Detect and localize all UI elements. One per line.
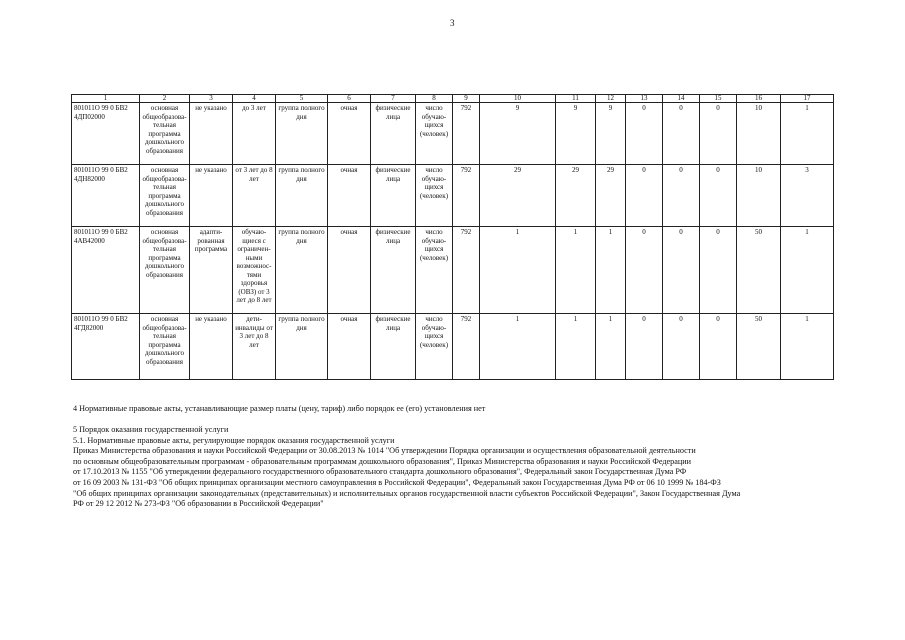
col-number: 9 (453, 95, 480, 103)
table-cell: 9 (596, 103, 626, 165)
table-cell: 1 (781, 227, 834, 314)
table-cell: 10 (737, 103, 781, 165)
col-number: 16 (737, 95, 781, 103)
table-cell: очная (328, 227, 371, 314)
table-cell: 1 (556, 227, 596, 314)
col-number: 10 (480, 95, 556, 103)
col-number: 12 (596, 95, 626, 103)
table-cell: 801011О 99 0 БВ2 4ГД82000 (72, 314, 140, 380)
table-cell: 50 (737, 314, 781, 380)
table-cell: физические лица (371, 314, 416, 380)
col-number: 11 (556, 95, 596, 103)
legal-acts-line: по основным общеобразовательным программам - образовательным программам дошкольного образования", Приказ Министерства образования и науки Российской Федерации (73, 456, 692, 466)
col-number: 6 (328, 95, 371, 103)
table-cell: число обучаю-щихся (человек) (416, 103, 453, 165)
table-cell: не указано (190, 103, 233, 165)
table-cell: 1 (480, 227, 556, 314)
table-cell: число обучаю-щихся (человек) (416, 227, 453, 314)
table-cell: основная общеобразова-тельная программа дошкольного образования (140, 165, 190, 227)
table-cell: 0 (700, 103, 737, 165)
legal-acts-line: РФ от 29 12 2012 № 273-ФЗ "Об образовании в Российской Федерации" (73, 499, 324, 509)
table-cell: 0 (663, 165, 700, 227)
table-cell: 0 (700, 227, 737, 314)
table-cell: группа полного дня (276, 314, 328, 380)
table-cell: физические лица (371, 165, 416, 227)
table-cell: 0 (626, 314, 663, 380)
legal-acts-line: от 16 09 2003 № 131-ФЗ "Об общих принципах организации местного самоуправления в Российской Федерации", Федеральный закон Государственная Дума РФ от 06 10 1999 № 184-ФЗ (73, 477, 721, 487)
table-cell: 1 (781, 103, 834, 165)
section-5-subtitle: 5.1. Нормативные правовые акты, регулирующие порядок оказания государственной услуги (73, 435, 395, 445)
table-cell: физические лица (371, 103, 416, 165)
table-cell: 29 (596, 165, 626, 227)
col-number: 1 (72, 95, 140, 103)
table-cell: обучаю-щиеся с ограничен-ными возможнос-тями здоровья (ОВЗ) от 3 лет до 8 лет (233, 227, 276, 314)
table-cell: 1 (596, 227, 626, 314)
table-cell: 0 (663, 314, 700, 380)
table-cell: 9 (556, 103, 596, 165)
col-number: 5 (276, 95, 328, 103)
table-cell: 3 (781, 165, 834, 227)
section-4-fee-acts: 4 Нормативные правовые акты, устанавливающие размер платы (цену, тариф) либо порядок ее (его) установления нет (73, 404, 486, 413)
table-cell: 792 (453, 165, 480, 227)
table-cell: 0 (663, 227, 700, 314)
table-cell: основная общеобразова-тельная программа дошкольного образования (140, 227, 190, 314)
table-cell: число обучаю-щихся (человек) (416, 165, 453, 227)
table-cell: 792 (453, 314, 480, 380)
table-cell: основная общеобразова-тельная программа дошкольного образования (140, 103, 190, 165)
table-cell: основная общеобразова-тельная программа дошкольного образования (140, 314, 190, 380)
table-cell: группа полного дня (276, 227, 328, 314)
table-row (72, 165, 834, 227)
col-number: 8 (416, 95, 453, 103)
col-number: 3 (190, 95, 233, 103)
table-cell: 10 (737, 165, 781, 227)
table-cell: 1 (781, 314, 834, 380)
legal-acts-line: от 17.10.2013 № 1155 "Об утверждении федерального государственного образовательного стандарта дошкольного образования", Федеральный закон Государственная Дума РФ (73, 467, 687, 477)
table-cell: очная (328, 314, 371, 380)
table-cell: не указано (190, 165, 233, 227)
table-cell: группа полного дня (276, 103, 328, 165)
table-cell: 1 (556, 314, 596, 380)
col-number: 2 (140, 95, 190, 103)
col-number: 13 (626, 95, 663, 103)
table-cell: 0 (626, 103, 663, 165)
table-cell: 9 (480, 103, 556, 165)
table-cell: адапти-рованная программа (190, 227, 233, 314)
section-5 (73, 425, 740, 510)
services-table (71, 94, 834, 380)
col-number: 14 (663, 95, 700, 103)
section-5-title: 5 Порядок оказания государственной услуги (73, 425, 229, 434)
legal-acts-line: "Об общих принципах организации законодательных (представительных) и исполнительных органов государственной власти субъектов Российской Федерации", Закон Государственная Дума (73, 488, 741, 498)
table-cell: число обучаю-щихся (человек) (416, 314, 453, 380)
table-cell: 801011О 99 0 БВ2 4ДП02000 (72, 103, 140, 165)
table-cell: 0 (626, 165, 663, 227)
table-cell: очная (328, 165, 371, 227)
table-cell: 29 (480, 165, 556, 227)
table-cell: 1 (480, 314, 556, 380)
table-cell: физические лица (371, 227, 416, 314)
table-cell: группа полного дня (276, 165, 328, 227)
header-row (72, 95, 834, 103)
table-cell: от 3 лет до 8 лет (233, 165, 276, 227)
table-cell: 50 (737, 227, 781, 314)
table-cell: 29 (556, 165, 596, 227)
table-row (72, 103, 834, 165)
table-row (72, 314, 834, 380)
table-cell: 0 (626, 227, 663, 314)
table-cell: 0 (663, 103, 700, 165)
table-cell: очная (328, 103, 371, 165)
table-cell: 0 (700, 314, 737, 380)
col-number: 17 (781, 95, 834, 103)
table-cell: дети-инвалиды от 3 лет до 8 лет (233, 314, 276, 380)
table-cell: 792 (453, 103, 480, 165)
table-cell: 1 (596, 314, 626, 380)
table-cell: 801011О 99 0 БВ2 4ДН82000 (72, 165, 140, 227)
table-row (72, 227, 834, 314)
table-cell: 801011О 99 0 БВ2 4АВ42000 (72, 227, 140, 314)
col-number: 4 (233, 95, 276, 103)
col-number: 7 (371, 95, 416, 103)
table-cell: не указано (190, 314, 233, 380)
legal-acts-line: Приказ Министерства образования и науки Российской Федерации от 30.08.2013 № 1014 "Об утверждении Порядка организации и осуществления образовательной деятельности (73, 446, 696, 456)
table-cell: до 3 лет (233, 103, 276, 165)
table-cell: 792 (453, 227, 480, 314)
table-cell: 0 (700, 165, 737, 227)
page-number: 3 (450, 18, 455, 28)
col-number: 15 (700, 95, 737, 103)
